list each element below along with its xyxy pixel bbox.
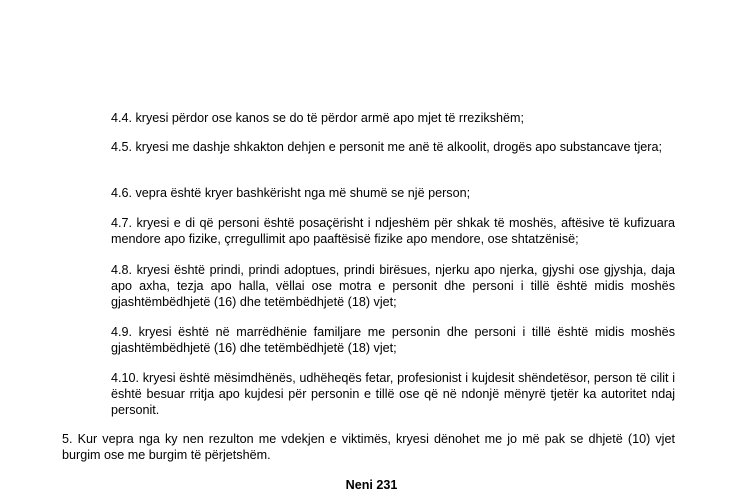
article-heading: Neni 231 <box>345 478 398 492</box>
paragraph-5: 5. Kur vepra nga ky nen rezulton me vdekjen e viktimës, kryesi dënohet me jo më pak se dhjetë (10) vjet burgim ose me burgim të përjetshëm. <box>62 432 675 462</box>
paragraph-4-8: 4.8. kryesi është prindi, prindi adoptues, prindi birësues, njerku apo njerka, gjyshi ose gjyshja, daja apo axha, tezja apo halla, vëllai ose motra e personit dhe personi i tillë është midis moshës gjashtëmbëdhjetë (16) dhe tetëmbëdhjetë (18) vjet; <box>111 263 675 309</box>
paragraph-4-10: 4.10. kryesi është mësimdhënës, udhëheqës fetar, profesionist i kujdesit shëndetësor, person të cilit i është besuar rritja apo kujdesi për personin e tillë ose që në ndonjë mënyrë tjetër ka autoritet ndaj personit. <box>111 371 675 417</box>
paragraph-4-6: 4.6. vepra është kryer bashkërisht nga më shumë se një person; <box>111 186 471 200</box>
paragraph-4-4: 4.4. kryesi përdor ose kanos se do të përdor armë apo mjet të rrezikshëm; <box>111 111 524 125</box>
paragraph-4-7: 4.7. kryesi e di që personi është posaçërisht i ndjeshëm për shkak të moshës, aftësive të kufizuara mendore apo fizike, çrregullimit apo paaftësisë fizike apo mendore, ose shtatzënisë; <box>111 216 675 246</box>
paragraph-4-5: 4.5. kryesi me dashje shkakton dehjen e personit me anë të alkoolit, drogës apo substancave tjera; <box>111 140 662 154</box>
paragraph-4-9: 4.9. kryesi është në marrëdhënie familjare me personin dhe personi i tillë është midis moshës gjashtëmbëdhjetë (16) dhe tetëmbëdhjetë (18) vjet; <box>111 325 675 355</box>
